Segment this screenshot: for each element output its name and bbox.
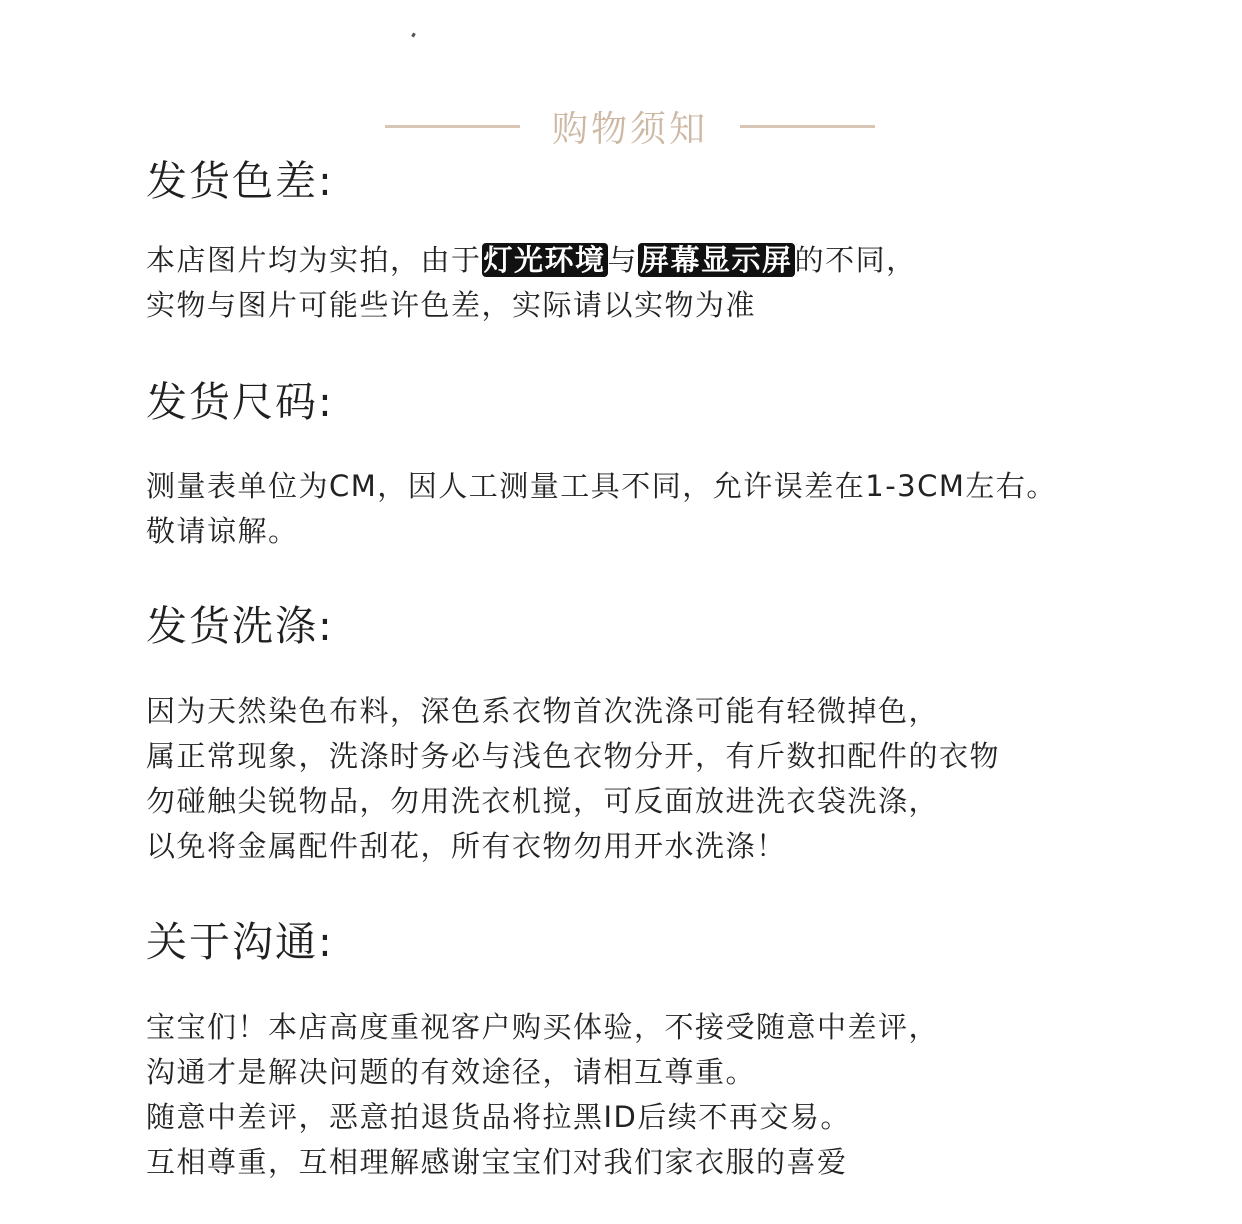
text-fragment: 的不同， (794, 243, 917, 277)
title-divider-left (385, 125, 520, 128)
text-line: 互相尊重，互相理解感谢宝宝们对我们家衣服的喜爱 (146, 1145, 848, 1179)
section-text-communication (146, 1005, 939, 1185)
section-heading-color: 发货色差: (146, 157, 334, 205)
text-line: 以免将金属配件刮花，所有衣物勿用开水洗涤！ (146, 829, 787, 863)
highlight-lighting: 灯光环境 (483, 243, 606, 277)
text-line: 宝宝们！本店高度重视客户购买体验，不接受随意中差评， (146, 1010, 940, 1044)
section-heading-size: 发货尺码: (146, 378, 334, 426)
section-heading-washing: 发货洗涤: (146, 602, 334, 650)
highlight-screen: 屏幕显示屏 (640, 243, 793, 277)
text-line: 敬请谅解。 (146, 514, 299, 548)
stray-mark (411, 33, 416, 38)
text-line (146, 238, 917, 283)
text-line: 属正常现象，洗涤时务必与浅色衣物分开，有斤数扣配件的衣物 (146, 739, 1001, 773)
text-line: 沟通才是解决问题的有效途径，请相互尊重。 (146, 1055, 757, 1089)
title-banner (385, 100, 875, 152)
page-title: 购物须知 (551, 108, 708, 150)
text-fragment: 与 (607, 243, 639, 277)
title-divider-right (740, 125, 875, 128)
text-line: 测量表单位为CM，因人工测量工具不同，允许误差在1-3CM左右。 (146, 469, 1057, 503)
section-text-washing (146, 689, 1000, 869)
text-line: 随意中差评，恶意拍退货品将拉黑ID后续不再交易。 (146, 1100, 851, 1134)
section-text-size (146, 464, 1057, 554)
text-line: 实物与图片可能些许色差，实际请以实物为准 (146, 288, 757, 322)
text-line: 因为天然染色布料，深色系衣物首次洗涤可能有轻微掉色， (146, 694, 940, 728)
text-line: 勿碰触尖锐物品，勿用洗衣机搅，可反面放进洗衣袋洗涤， (146, 784, 940, 818)
text-fragment: 本店图片均为实拍，由于 (146, 243, 482, 277)
section-heading-communication: 关于沟通: (146, 918, 334, 966)
section-text-color (146, 238, 917, 328)
